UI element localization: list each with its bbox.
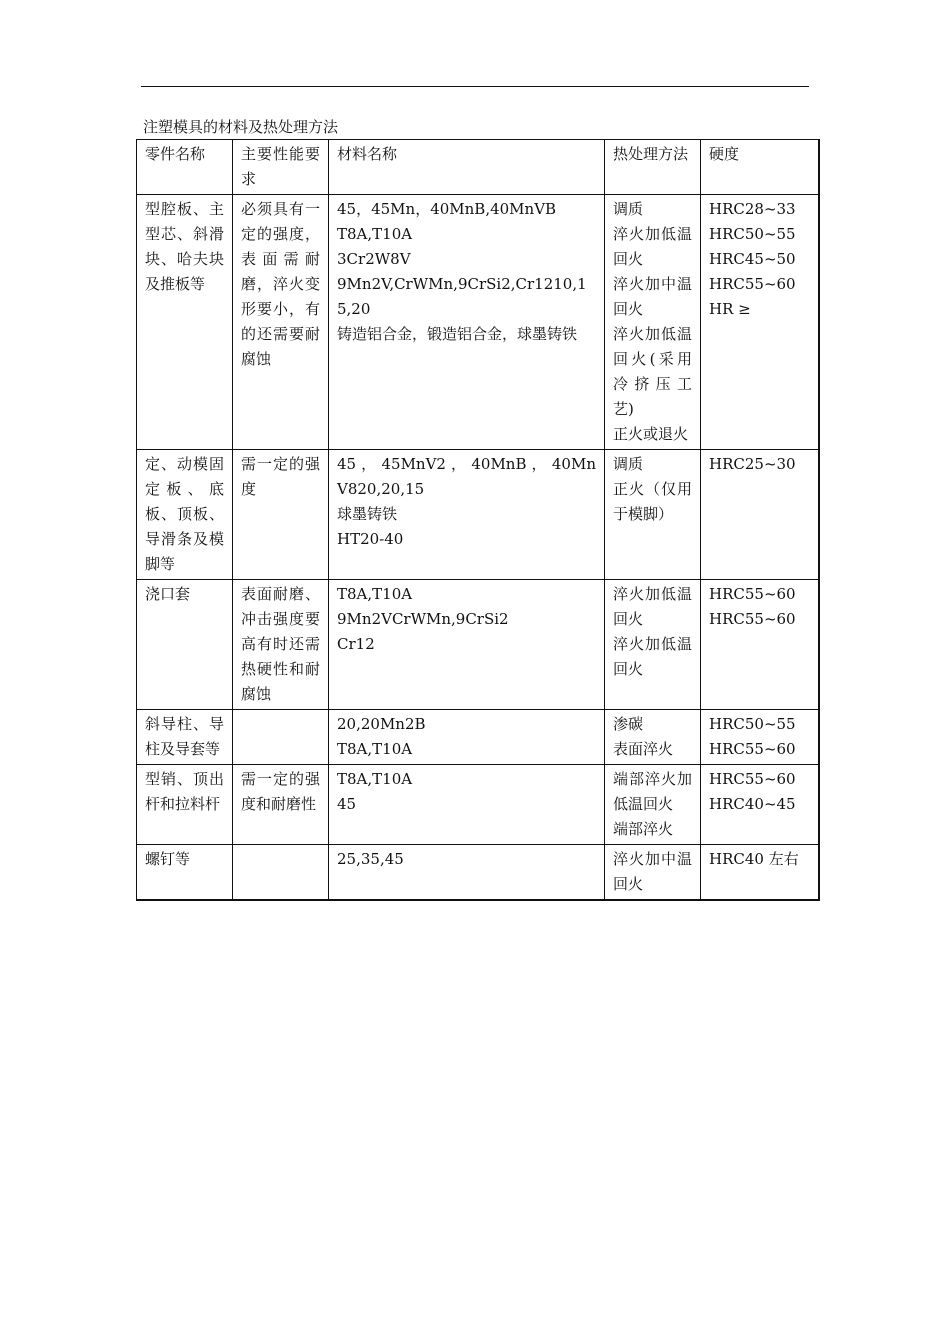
cell-hardness: HRC25~30 <box>701 450 819 580</box>
cell-heat-treatment: 淬火加低温回火 淬火加低温回火 <box>605 580 701 710</box>
table-row <box>137 580 819 710</box>
cell-hardness: HRC28~33 HRC50~55 HRC45~50 HRC55~60 HR ≥ <box>701 195 819 450</box>
materials-table <box>136 139 820 901</box>
cell-material: T8A,T10A 9Mn2VCrWMn,9CrSi2 Cr12 <box>329 580 605 710</box>
cell-part: 斜导柱、导柱及导套等 <box>137 710 233 765</box>
cell-requirements: 需一定的强度和耐磨性 <box>233 765 329 845</box>
cell-heat-treatment: 端部淬火加低温回火 端部淬火 <box>605 765 701 845</box>
table-row <box>137 710 819 765</box>
cell-hardness: HRC55~60 HRC55~60 <box>701 580 819 710</box>
cell-heat-treatment: 淬火加中温回火 <box>605 845 701 901</box>
table-row <box>137 765 819 845</box>
header-cell-part: 零件名称 <box>137 140 233 195</box>
header-cell-requirements: 主要性能要求 <box>233 140 329 195</box>
cell-requirements: 需一定的强度 <box>233 450 329 580</box>
cell-hardness: HRC50~55 HRC55~60 <box>701 710 819 765</box>
cell-part: 定、动模固定板、底板、顶板、导滑条及模脚等 <box>137 450 233 580</box>
header-cell-hardness: 硬度 <box>701 140 819 195</box>
cell-material: 45，45Mn，40MnB,40MnVB T8A,T10A 3Cr2W8V 9Mn2V,CrWMn,9CrSi2,Cr1210,15,20 铸造铝合金，锻造铝合金，球墨铸铁 <box>329 195 605 450</box>
cell-hardness: HRC40 左右 <box>701 845 819 901</box>
cell-material: 45 ， 45MnV2 ， 40MnB ， 40MnV820,20,15 球墨铸铁 HT20-40 <box>329 450 605 580</box>
table-row <box>137 195 819 450</box>
table-caption: 注塑模具的材料及热处理方法 <box>143 118 339 136</box>
cell-hardness: HRC55~60 HRC40~45 <box>701 765 819 845</box>
header-cell-heat-treatment: 热处理方法 <box>605 140 701 195</box>
cell-part: 型销、顶出杆和拉料杆 <box>137 765 233 845</box>
cell-requirements: 必须具有一定的强度，表面需耐磨，淬火变形要小，有的还需要耐腐蚀 <box>233 195 329 450</box>
cell-part: 螺钉等 <box>137 845 233 901</box>
cell-material: T8A,T10A 45 <box>329 765 605 845</box>
cell-heat-treatment: 调质 淬火加低温回火 淬火加中温回火 淬火加低温回火(采用冷挤压工艺) 正火或退火 <box>605 195 701 450</box>
cell-heat-treatment: 渗碳 表面淬火 <box>605 710 701 765</box>
table-header-row <box>137 140 819 195</box>
cell-part: 浇口套 <box>137 580 233 710</box>
table-row <box>137 845 819 901</box>
cell-material: 25,35,45 <box>329 845 605 901</box>
header-rule <box>141 86 809 87</box>
cell-part: 型腔板、主型芯、斜滑块、哈夫块及推板等 <box>137 195 233 450</box>
cell-requirements <box>233 845 329 901</box>
cell-material: 20,20Mn2B T8A,T10A <box>329 710 605 765</box>
cell-requirements: 表面耐磨、冲击强度要高有时还需热硬性和耐腐蚀 <box>233 580 329 710</box>
header-cell-material: 材料名称 <box>329 140 605 195</box>
cell-requirements <box>233 710 329 765</box>
table-row <box>137 450 819 580</box>
cell-heat-treatment: 调质 正火（仅用于模脚） <box>605 450 701 580</box>
